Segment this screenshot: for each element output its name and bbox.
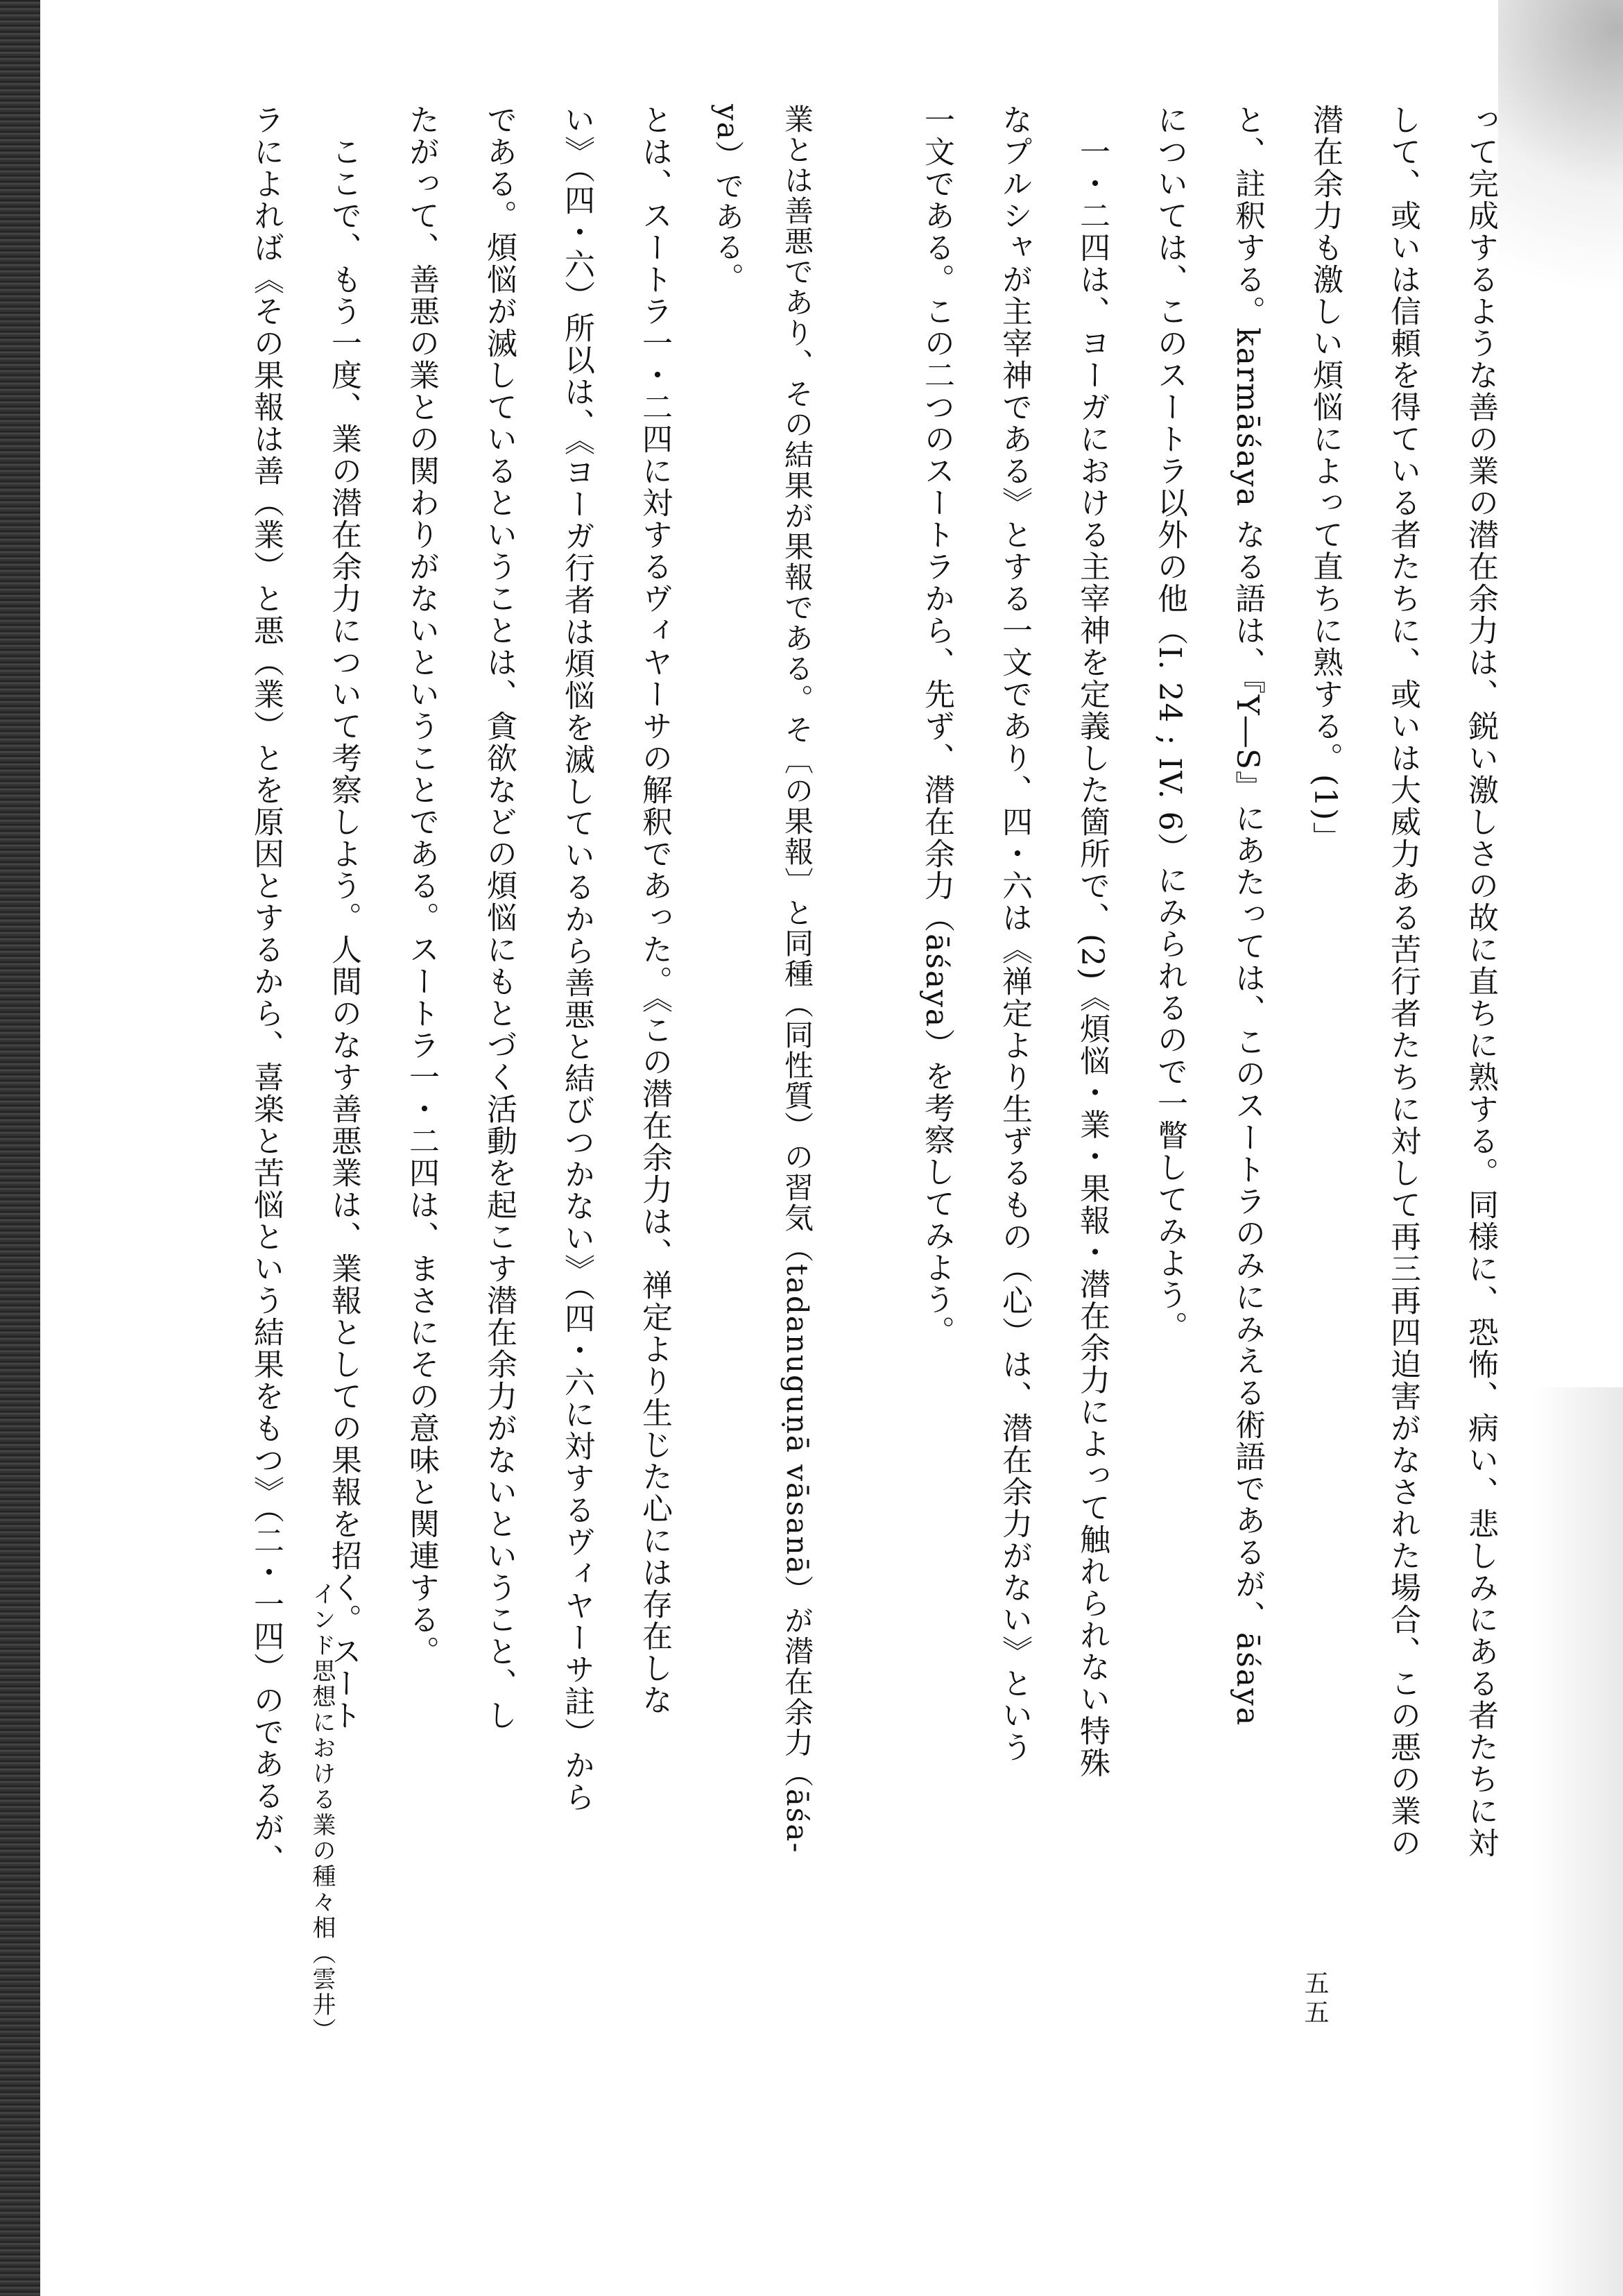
text-line: たがって、善悪の業との関わりがないということである。スートラ一・二四は、まさにその意味と関連する。: [404, 104, 439, 1668]
text-line: と、註釈する。karmāśaya なる語は、『Y―S』にあたっては、このスートラのみにみえる術語であるが、āśaya: [1230, 104, 1265, 1727]
text-line: ここで、もう一度、業の潜在余力について考察しよう。人間のなす善悪業は、業報としての果報を招く。スート: [326, 136, 361, 1731]
scan-noise-right-edge: [1533, 1387, 1623, 2296]
text-line: とは、スートラ一・二四に対するヴィヤーサの解釈であった。《この潜在余力は、禅定より生じた心には存在しな: [637, 104, 672, 1716]
page-number: 五五: [1300, 1970, 1329, 2028]
text-line: い》（四・六）所以は、《ヨーガ行者は煩悩を滅しているから善悪と結びつかない》（四・六に対するヴィヤーサ註）から: [559, 104, 594, 1813]
binding-shadow: [0, 0, 40, 2296]
text-line: ラによれば《その果報は善（業）と悪（業）とを原因とするから、喜楽と苦悩という結果をもつ》（二・一四）のであるが、: [248, 104, 284, 1876]
body-text: [90, 104, 1519, 2088]
text-line: って完成するような善の業の潜在余力は、鋭い激しさの故に直ちに熟する。同様に、恐怖、病い、悲しみにある者たちに対: [1463, 104, 1498, 1859]
text-line: である。煩悩が滅しているということは、貪欲などの煩悩にもとづく活動を起こす潜在余力がないということ、し: [481, 104, 517, 1731]
text-line: 一文である。この二つのスートラから、先ず、潜在余力（āśaya）を考察してみよう。: [919, 104, 954, 1348]
running-footer: インド思想における業の種々相（雲井）: [308, 1582, 336, 2044]
text-line: なプルシャが主宰神である》とする一文であり、四・六は《禅定より生ずるもの（心）は、潜在余力がない》という: [997, 104, 1032, 1763]
text-line: して、或いは信頼を得ている者たちに、或いは大威力ある苦行者たちに対して再三再四迫害がなされた場合、この悪の業の: [1385, 104, 1420, 1859]
text-line: については、このスートラ以外の他（I. 24 ; IV. 6）にみられるので一瞥してみよう。: [1152, 104, 1187, 1343]
text-line: 一・二四は、ヨーガにおける主宰神を定義した箇所で、(2)《煩悩・業・果報・潜在余力によって触れられない特殊: [1074, 136, 1110, 1779]
quote-line: 業とは善悪であり、その結果が果報である。そ〔の果報〕と同種（同性質）の習気（tadanuguṇā vāsanā）が潜在余力（āśa-: [780, 104, 814, 1854]
text-line: 潜在余力も激しい煩悩によって直ちに熟する。(1)」: [1307, 104, 1343, 854]
quote-line: ya）である。: [711, 104, 745, 293]
